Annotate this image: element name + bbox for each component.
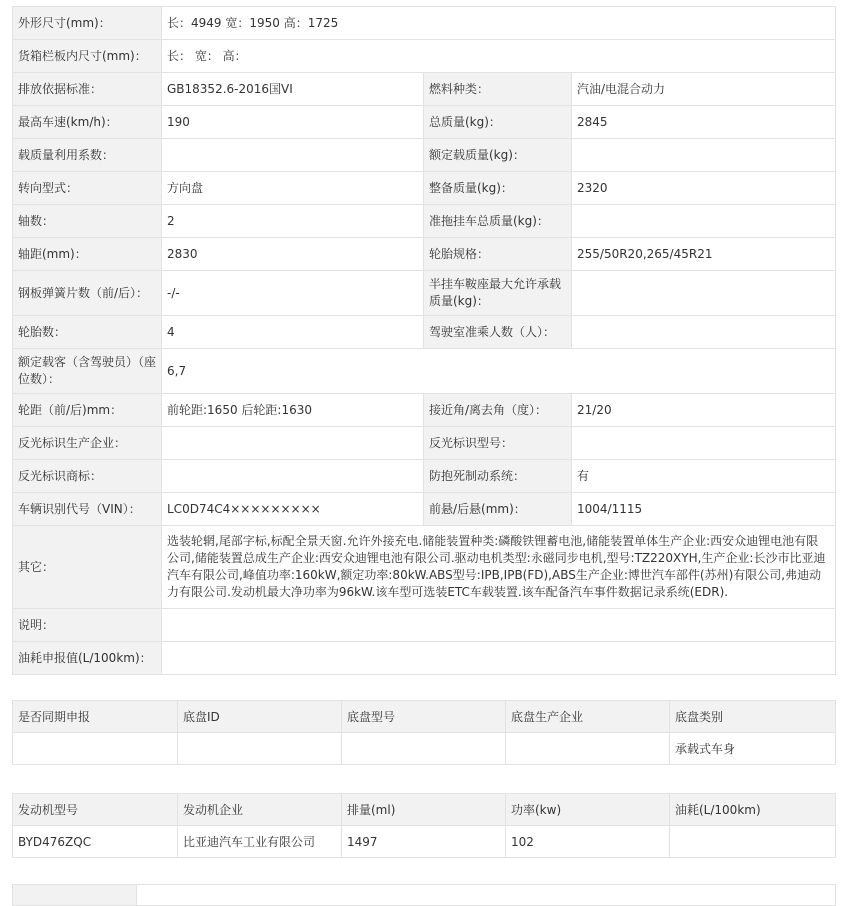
total-mass-label: 总质量(kg)： (424, 106, 572, 139)
reflector-model-label: 反光标识型号： (424, 427, 572, 460)
fuel-consumption-value (162, 642, 836, 675)
chassis-table (12, 700, 836, 765)
curb-mass-label: 整备质量(kg)： (424, 172, 572, 205)
chassis-cell-id (178, 733, 342, 765)
trailer-mass-value (572, 205, 836, 238)
cargo-size-value: 长： 宽： 高： (162, 40, 836, 73)
vehicle-spec-table (12, 6, 836, 675)
chassis-header-maker: 底盘生产企业 (506, 701, 670, 733)
load-utilization-value (162, 139, 424, 172)
max-speed-label: 最高车速(km/h)： (13, 106, 162, 139)
note-value (162, 609, 836, 642)
engine-header-model: 发动机型号 (13, 794, 178, 826)
rated-seats-value: 6,7 (162, 349, 836, 394)
engine-cell-power: 102 (506, 826, 670, 858)
tire-count-value: 4 (162, 316, 424, 349)
reflector-brand-value (162, 460, 424, 493)
emission-value: GB18352.6-2016国VI (162, 73, 424, 106)
fuel-consumption-label: 油耗申报值(L/100km)： (13, 642, 162, 675)
chassis-cell-same-period (13, 733, 178, 765)
trailer-mass-label: 准拖挂车总质量(kg)： (424, 205, 572, 238)
approach-angle-value: 21/20 (572, 394, 836, 427)
overhang-value: 1004/1115 (572, 493, 836, 526)
load-utilization-label: 载质量利用系数： (13, 139, 162, 172)
reflector-brand-label: 反光标识商标： (13, 460, 162, 493)
steering-value: 方向盘 (162, 172, 424, 205)
next-table-value-cell (137, 885, 836, 906)
rated-load-value (572, 139, 836, 172)
fuel-type-label: 燃料种类： (424, 73, 572, 106)
engine-table (12, 793, 836, 858)
reflector-model-value (572, 427, 836, 460)
curb-mass-value: 2320 (572, 172, 836, 205)
saddle-load-label: 半挂车鞍座最大允许承载质量(kg)： (424, 271, 572, 316)
abs-value: 有 (572, 460, 836, 493)
engine-header-power: 功率(kw) (506, 794, 670, 826)
cargo-size-label: 货箱栏板内尺寸(mm)： (13, 40, 162, 73)
table-row (13, 826, 836, 858)
chassis-header-id: 底盘ID (178, 701, 342, 733)
cab-seats-value (572, 316, 836, 349)
engine-header-displacement: 排量(ml) (342, 794, 506, 826)
engine-header-maker: 发动机企业 (178, 794, 342, 826)
other-value: 选装轮辋,尾部字标,标配全景天窗.允许外接充电.储能装置种类:磷酸铁锂蓄电池,储能装置单体生产企业:西安众迪锂电池有限公司,储能装置总成生产企业:西安众迪锂电池有限公司.驱动电机类型:永磁同步电机,型号:TZ220XYH,生产企业:长沙市比亚迪汽车有限公司,峰值功率:160kW,额定功率:80kW.ABS型号:IPB,IPB(FD),ABS生产企业:博世汽车部件(苏州)有限公司,弗迪动力有限公司.发动机最大净功率为96kW.该车型可选装ETC车载装置.该车配备汽车事件数据记录系统(EDR). (162, 526, 836, 609)
emission-label: 排放依据标准： (13, 73, 162, 106)
engine-cell-model: BYD476ZQC (13, 826, 178, 858)
note-label: 说明： (13, 609, 162, 642)
total-mass-value: 2845 (572, 106, 836, 139)
reflector-maker-value (162, 427, 424, 460)
chassis-header-same-period: 是否同期申报 (13, 701, 178, 733)
engine-header-fuel-consumption: 油耗(L/100km) (670, 794, 836, 826)
steering-label: 转向型式： (13, 172, 162, 205)
chassis-cell-model (342, 733, 506, 765)
table-row (13, 733, 836, 765)
spring-count-value: -/- (162, 271, 424, 316)
engine-header-row (13, 794, 836, 826)
abs-label: 防抱死制动系统： (424, 460, 572, 493)
axles-value: 2 (162, 205, 424, 238)
chassis-header-model: 底盘型号 (342, 701, 506, 733)
wheelbase-value: 2830 (162, 238, 424, 271)
next-table-label-cell (13, 885, 137, 906)
rated-seats-label: 额定载客（含驾驶员）（座位数）： (13, 349, 162, 394)
saddle-load-value (572, 271, 836, 316)
track-width-label: 轮距（前/后)mm： (13, 394, 162, 427)
chassis-cell-maker (506, 733, 670, 765)
chassis-cell-category: 承载式车身 (670, 733, 836, 765)
cab-seats-label: 驾驶室准乘人数（人）： (424, 316, 572, 349)
overhang-label: 前悬/后悬(mm)： (424, 493, 572, 526)
tire-count-label: 轮胎数： (13, 316, 162, 349)
engine-cell-maker: 比亚迪汽车工业有限公司 (178, 826, 342, 858)
tire-spec-value: 255/50R20,265/45R21 (572, 238, 836, 271)
track-width-value: 前轮距:1650 后轮距:1630 (162, 394, 424, 427)
rated-load-label: 额定载质量(kg)： (424, 139, 572, 172)
fuel-type-value: 汽油/电混合动力 (572, 73, 836, 106)
approach-angle-label: 接近角/离去角（度）： (424, 394, 572, 427)
outer-size-value: 长：4949 宽：1950 高：1725 (162, 7, 836, 40)
outer-size-label: 外形尺寸(mm)： (13, 7, 162, 40)
other-label: 其它： (13, 526, 162, 609)
chassis-header-row (13, 701, 836, 733)
tire-spec-label: 轮胎规格： (424, 238, 572, 271)
vin-value: LC0D74C4××××××××× (162, 493, 424, 526)
reflector-maker-label: 反光标识生产企业： (13, 427, 162, 460)
axles-label: 轴数： (13, 205, 162, 238)
engine-cell-fuel-consumption (670, 826, 836, 858)
max-speed-value: 190 (162, 106, 424, 139)
vin-label: 车辆识别代号（VIN）： (13, 493, 162, 526)
next-table-partial (12, 884, 836, 906)
spring-count-label: 钢板弹簧片数（前/后）： (13, 271, 162, 316)
chassis-header-category: 底盘类别 (670, 701, 836, 733)
engine-cell-displacement: 1497 (342, 826, 506, 858)
wheelbase-label: 轴距(mm)： (13, 238, 162, 271)
